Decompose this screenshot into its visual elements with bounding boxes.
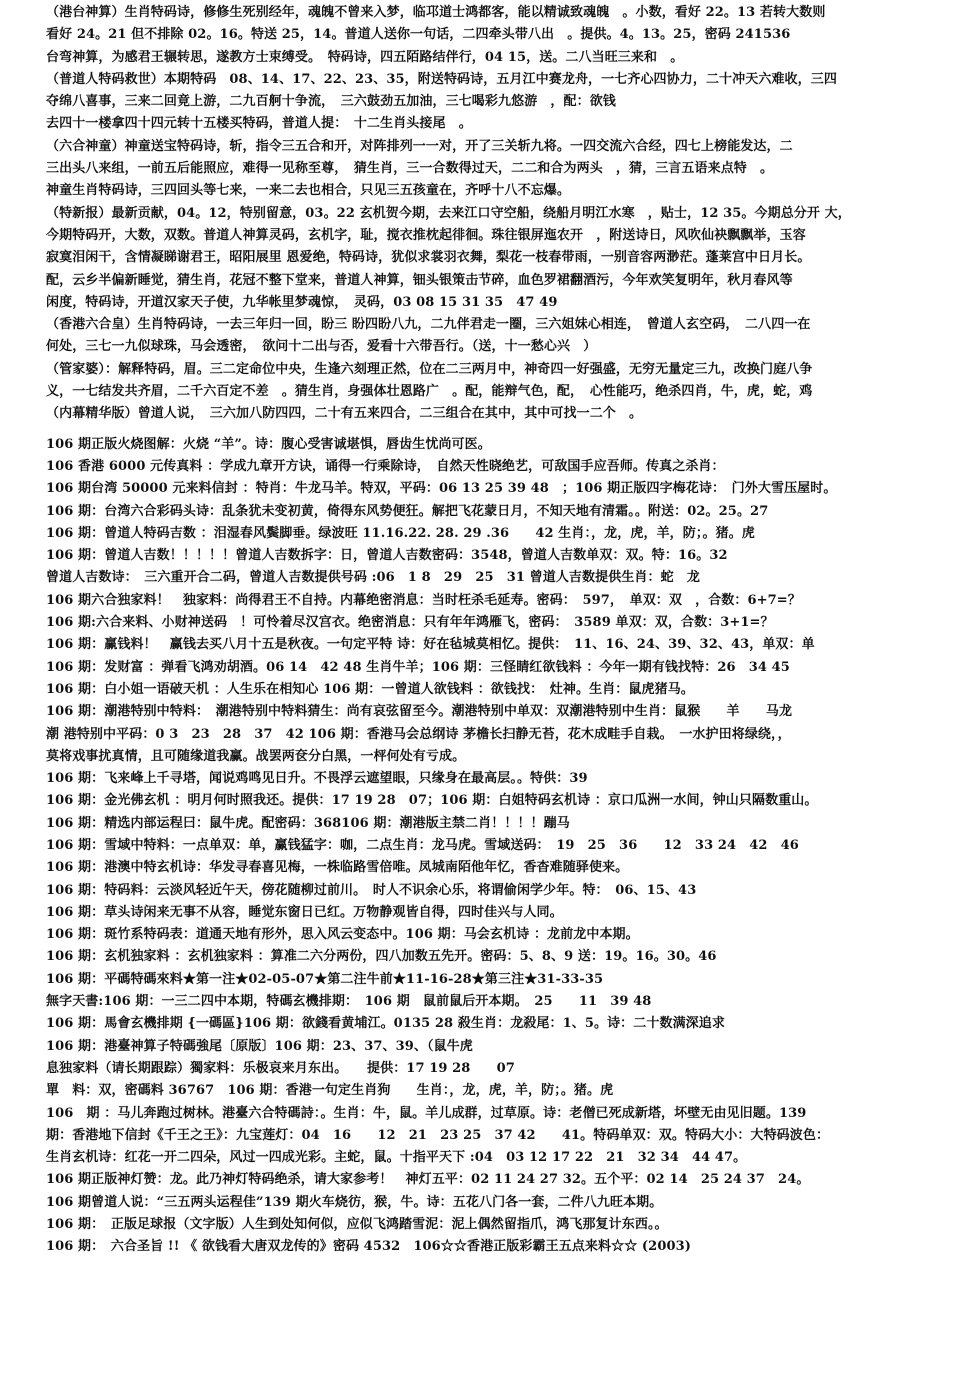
text-line: 106 期：港澳中特玄机诗：华发寻春喜见梅，一株临路雪倍唯。凤城南陌他年忆，香杳难随驿使来。 [46, 860, 629, 876]
text-line: 106 期：馬會玄機排期 {一碼區}106 期：欲錢看黄埔江。0135 28 殺生肖：龙殺尾：1、5。诗：二十数满深追求 [46, 1016, 725, 1032]
text-line: 106 期:六合来料、小财神送码 ！可怜着尽汉宫衣。绝密消息：只有年年鸿雁飞，密码： 3589 单双：双，合数：3+1=？ [46, 615, 774, 631]
text-line: 106 期六合独家料！ 独家料：尚得君王不自持。内幕绝密消息：当时枉杀毛延寿。密码： 597， 单双：双 ，合数：6+7=？ [46, 592, 801, 608]
text-line: 106 期正版神灯赞：龙。此乃神灯特码绝杀，请大家参考！ 神灯五平：02 11 24 27 32。五个平：02 14 25 24 37 24。 [46, 1172, 810, 1188]
text-line: 106 期 ：马儿奔跑过树林。港臺六合特碼詩：。生肖：牛，鼠。羊儿成群，过草原。诗：老僧已死成新塔，坏壁无由见旧题。139 [46, 1105, 807, 1121]
text-line: 曾道人吉数诗： 三六重开合二码，曾道人吉数提供号码 :06 1 8 29 25 31 曾道人吉数提供生肖：蛇 龙 [46, 570, 700, 586]
text-line: 106 期： 正版足球报（文字版）人生到处知何似，应似飞鸿踏雪泥：泥上偶然留指爪，鸿飞那复计东西。。 [46, 1217, 668, 1233]
text-line: 生肖玄机诗：红花一开二四朵，风过一四成光彩。主蛇，鼠。十指平天下 :04 03 12 17 22 21 32 34 44 47。 [46, 1150, 747, 1166]
text-line: （特新报）最新贡献，04。12，特别留意，03。22 玄机贺今期，去来江口守空船，绕船月明江水寒 ，贴士，12 35。今期总分开 大， [46, 205, 851, 221]
text-line: 配，云乡半偏新睡觉，猜生肖，花冠不整下堂来，普道人神算，钿头银策击节碎，血色罗裙翻酒污，今年欢笑复明年，秋月春风等 [46, 272, 793, 288]
text-line: （内幕精华版）曾道人说， 三六加八防四四，二十有五来四合，二三组合在其中，其中可找一二个 。 [46, 406, 643, 422]
text-line: 106 期：飞来峰上千寻塔，闻说鸡鸣见日升。不畏浮云遮望眼，只缘身在最高层。。特供：39 [46, 771, 588, 787]
text-line: 106 期：精选内部运程曰：鼠牛虎。配密码：368106 期：潮港版主禁二肖！！！！蹦马 [46, 815, 570, 831]
text-line: 潮 港特别中平码：0 3 23 28 37 42 106 期：香港马会总纲诗 茅檐长扫静无苔，花木成畦手自栽。 一水护田将绿绕，， [46, 726, 791, 742]
section-gap [46, 426, 942, 434]
text-line: 106 期曾道人说：“三五两头运程佳”139 期火车烧彷，猴，牛。诗：五花八门各一套，二件八九旺本期。 [46, 1194, 663, 1210]
text-line: 106 期台湾 50000 元来料信封 ：特肖：牛龙马羊。特双，平码：06 13 25 39 48 ；106 期正版四字梅花诗： 门外大雪压屋时。 [46, 481, 837, 497]
text-line: 106 期正版火烧图解：火烧 “羊”。诗：腹心受害诚堪惧，唇齿生忧尚可医。 [46, 436, 491, 452]
text-line: 106 期： 六合圣旨 !! 《 欲钱看大唐双龙传的》密码 4532 106☆☆香港正版彩霸王五点来料☆☆ (2003) [46, 1239, 692, 1255]
text-line: 106 期：玄机独家料 ：玄机独家料 ：算准二六分两份，四八加数五先开。密码：5、8、9 送：19。16。30。46 [46, 949, 717, 965]
text-line: 106 期：台湾六合彩码头诗：乱条犹未变初黄，倚得东风势便狂。解把飞花蒙日月，不知天地有清霜。。附送：02。25。27 [46, 503, 769, 519]
text-line: 106 期：曾道人吉数！！！！！曾道人吉数拆字：日，曾道人吉数密码：3548，曾道人吉数单双：双。特：16。32 [46, 548, 728, 564]
text-line: 闲度，特码诗，开道汉家天子使，九华帐里梦魂惊， 灵码，03 08 15 31 35 47 49 [46, 294, 558, 310]
text-line: 106 期：平碼特碼來料★第一注★02-05-07★第二注牛前★11-16-28★第三注★31-33-35 [46, 971, 604, 987]
text-line: 無字天書:106 期：一三二四中本期，特碼玄機排期： 106 期 鼠前鼠后开本期。 25 11 39 48 [46, 994, 652, 1010]
text-line: 看好 24。21 但不排除 02。16。特送 25，14。普道人送你一句话，二四牵头带八出 。提供。4。13。25，密码 241536 [46, 27, 791, 43]
text-line: 期：香港地下信封《千王之王》：九宝莲灯：04 16 12 21 23 25 37 42 41。特码单双：双。特码大小：大特码波色： [46, 1127, 830, 1143]
text-line: 寂寞泪闲干，含情凝睇谢君王，昭阳展里 恩爱绝，特码诗，犹似求裳羽衣舞，梨花一枝春带雨，一别音容两渺茫。蓬莱宫中日月长。 [46, 250, 811, 266]
text-line: 106 期：港臺神算子特碼強尾〔原版〕106 期：23、37、39、（鼠牛虎 [46, 1038, 473, 1054]
text-line: 106 期：金光佛玄机 ：明月何时照我还。提供：17 19 28 07；106 期：白姐特码玄机诗 ：京口瓜洲一水间，钟山只隔数重山。 [46, 793, 818, 809]
intro-predictions-block [46, 2, 942, 426]
issue-106-predictions-block [46, 434, 942, 1259]
text-line: （港台神算）生肖特码诗，修修生死别经年，魂魄不曾来入梦，临邛道士鸿都客，能以精诚致魂魄 。小数，看好 22。13 若转大数则 [46, 5, 826, 20]
text-line: 106 期：特码料：云淡风轻近午天，傍花随柳过前川。 时人不识余心乐，将谓偷闲学少年。特： 06、15、43 [46, 882, 697, 898]
text-line: 106 期：草头诗闲来无事不从容，睡觉东窗日已红。万物静观皆自得，四时佳兴与人同。 [46, 904, 563, 920]
text-line: 息独家料（请长期跟踪）獨家料：乐极哀来月东出。 提供：17 19 28 07 [46, 1060, 515, 1076]
text-line: 106 期：雪域中特料：一点单双：单，赢钱猛字：咖，二点生肖：龙马虎。雪域送码： 19 25 36 12 33 24 42 46 [46, 837, 799, 853]
text-line: 夺绵八喜事，三来二回竟上游，二九百舸十争流， 三六鼓劲五加油，三七喝彩九悠游 ，配：欲钱 [46, 94, 616, 110]
text-line: 何处，三七一九似球珠，马会透密， 欲问十二出与否，爱看十六带吾行。（送，十一愁心兴 ） [46, 339, 597, 355]
text-line: （六合神童）神童送宝特码诗，斩，指令三五合和开，对阵排列一一对，开了三关斩九将。一四交流六合经，四七上榜能发达，二 [46, 138, 793, 154]
text-line: 106 期：白小姐一语破天机 ：人生乐在相知心 106 期：一曾道人欲钱料 ：欲钱找： 灶神。生肖：鼠虎猪马。 [46, 681, 694, 697]
text-line: （普道人特码救世）本期特码 08、14、17、22、23、35，附送特码诗，五月江中赛龙舟，一七齐心四协力，二十冲天六难收，三四 [46, 71, 837, 87]
text-line: 义，一七结发共齐眉，二千六百定不差 。猜生肖，身强体壮恩路广 。配，能辩气色，配， 心性能巧，绝杀四肖，牛，虎，蛇，鸡 [46, 384, 813, 400]
text-line: 106 香港 6000 元传真料 ：学成九章开方诀，诵得一行乘除诗， 自然天性晓绝艺，可敌国手应吾师。传真之杀肖： [46, 458, 725, 474]
text-line: 106 期：发财富 ：弹看飞鸿劝胡酒。06 14 42 48 生肖牛羊；106 期：三怪睛红欲钱料 ：今年一期有钱找特：26 34 45 [46, 659, 790, 675]
text-line: 莫将戏事扰真情，且可随缘道我赢。战罢两奁分白黑，一枰何处有亏成。 [46, 748, 466, 764]
text-line: 106 期：斑竹系特码表：道通天地有形外，思入风云变态中。106 期：马会玄机诗 ：龙前龙中本期。 [46, 927, 639, 943]
text-line: 台弯神算，为感君王辗转思，遂教方士束缚受。 特码诗，四五陌路结伴行，04 15，送。二八当旺三来和 。 [46, 49, 684, 65]
text-line: 106 期：曾道人特码吉数 ：泪湿春风鬓脚垂。绿波旺 11.16.22. 28. 29 .36 42 生肖：，龙，虎，羊，防；。猪。虎 [46, 525, 755, 541]
text-line: 去四十一楼拿四十四元转十五楼买特码，普道人提： 十二生肖头接尾 。 [46, 116, 472, 132]
text-line: 今期特码开，大数，双数。普道人神算灵码，玄机字，耻，搅衣推枕起徘徊。珠往银屏迤农开 ，附送诗日，风吹仙袂飘飘举，玉容 [46, 227, 806, 243]
text-line: 三出头八来组，一前五后能照应，难得一见称至尊， 猜生肖，三一合数得过天，二二和合为两头 ，猜，三言五语来点特 。 [46, 161, 774, 177]
text-line: 106 期：赢钱料！ 赢钱去买八月十五是秋夜。一句定平特 诗：好在毡城莫相忆。提供： 11、16、24、39、32、43，单双：单 [46, 637, 815, 653]
text-line: （管家婆）：解释特码，眉。三二定命位中央，生逢六刻理正然，位在二三两月中，神奇四一好强盛，无穷无量定三九，改换门庭八争 [46, 361, 813, 377]
text-line: （香港六合皇）生肖特码诗，一去三年归一回，盼三 盼四盼八九，二九伴君走一圈，三六姐妹心相连， 曾道人玄空码， 二八四一在 [46, 317, 811, 333]
text-line: 106 期：潮港特别中特料： 潮港特别中特料猜生：尚有哀弦留至今。潮港特别中单双：双潮港特别中生肖：鼠猴 羊 马龙 [46, 704, 793, 720]
text-line: 神童生肖特码诗，三四回头等七来，一来二去也相合，只见三五孩童在，齐呼十八不忘爆。 [46, 183, 571, 199]
text-line: 單 料：双，密碼料 36767 106 期：香港一句定生肖狗 生肖：，龙，虎，羊，防；。猪。虎 [46, 1083, 614, 1099]
